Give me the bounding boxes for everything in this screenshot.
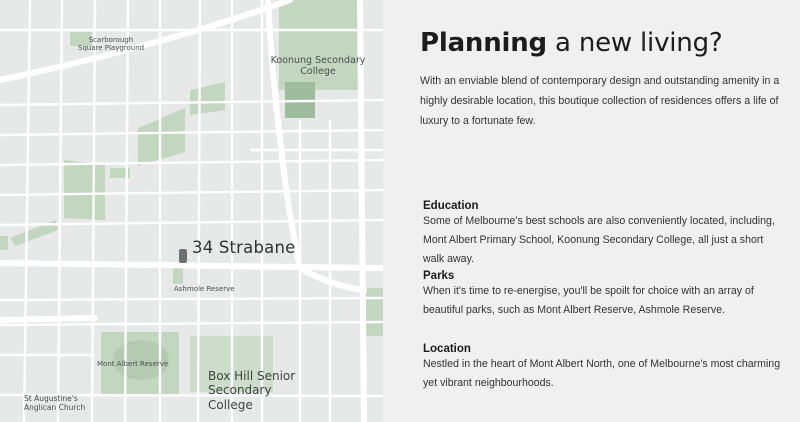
park-ashmole: [173, 268, 183, 284]
park-small: [190, 82, 225, 115]
label-box-hill-college: Box Hill Senior Secondary College: [208, 369, 296, 412]
label-mont-albert-reserve: Mont Albert Reserve: [97, 360, 169, 368]
headline-bold: Planning: [420, 28, 547, 58]
park-strip: [138, 108, 185, 166]
park-edge: [0, 236, 8, 250]
park-west: [64, 160, 105, 220]
headline: [420, 28, 722, 58]
section-title-parks: Parks: [423, 270, 455, 282]
section-body-parks: When it's time to re-energise, you'll be spoilt for choice with an array of beautiful parks, such as Mont Albert Reserve, Ashmole Reserve.: [423, 285, 754, 316]
section-body-education: Some of Melbourne's best schools are also conveniently located, including, Mont Albert Primary School, Koonung Secondary College, all just a short walk away.: [423, 215, 775, 265]
label-koonung-college: Koonung Secondary College: [270, 55, 366, 78]
section-title-location: Location: [423, 343, 471, 355]
label-34-strabane: 34 Strabane: [192, 238, 296, 257]
park-east: [366, 288, 383, 336]
intro-paragraph: With an enviable blend of contemporary design and outstanding amenity in a highly desirable location, this boutique collection of residences offers a life of luxury to a fortunate few.: [420, 75, 780, 127]
label-st-augustines-church: St Augustine's Anglican Church: [24, 394, 86, 412]
headline-rest: a new living?: [546, 28, 723, 58]
label-ashmole-reserve: Ashmole Reserve: [174, 285, 235, 293]
section-title-education: Education: [423, 200, 479, 212]
location-map[interactable]: [0, 0, 383, 422]
section-body-location: Nestled in the heart of Mont Albert North, one of Melbourne's most charming yet vibrant neighbourhoods.: [423, 358, 781, 389]
location-pin[interactable]: [179, 249, 187, 263]
info-panel: [383, 0, 800, 422]
label-scarborough-playground: Scarborough Square Playground: [77, 36, 145, 53]
